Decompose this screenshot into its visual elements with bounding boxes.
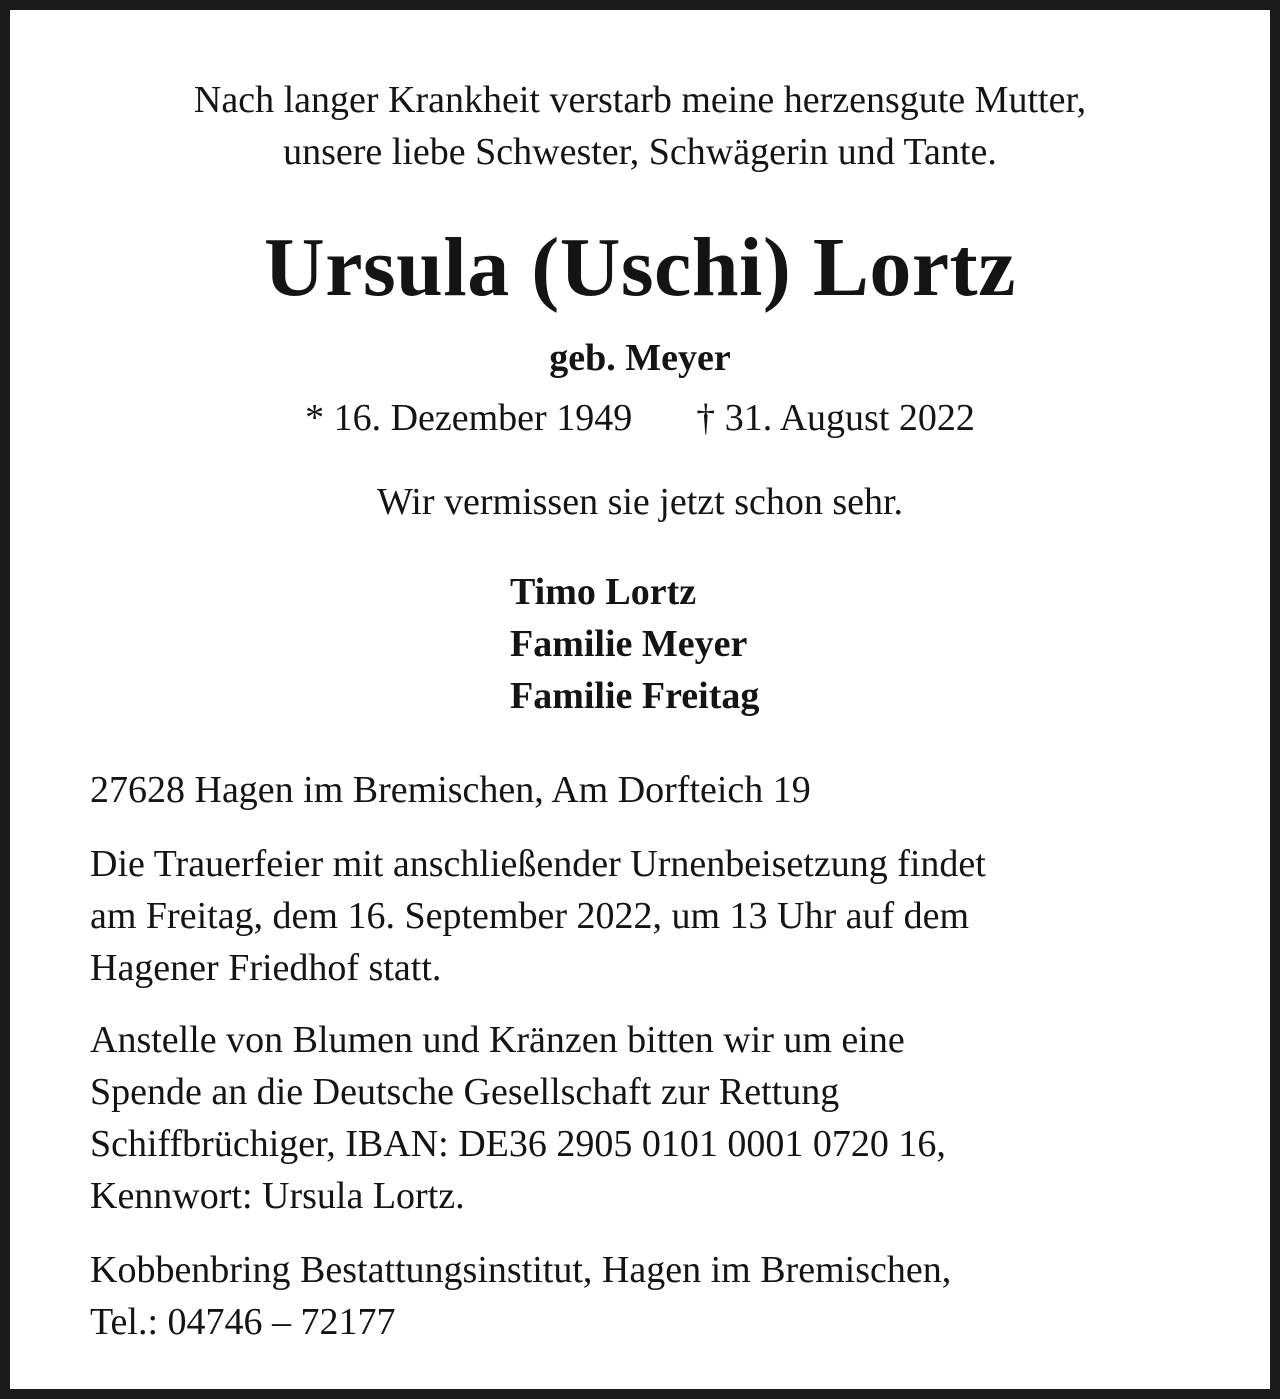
donation-line: Schiffbrüchiger, IBAN: DE36 2905 0101 0001 0720 16,: [90, 1123, 946, 1165]
mourner-name: Familie Freitag: [510, 675, 760, 717]
intro-line-1: Nach langer Krankheit verstarb meine herzensgute Mutter,: [193, 79, 1087, 121]
ceremony-line: Die Trauerfeier mit anschließender Urnenbeisetzung findet: [90, 843, 986, 885]
donation-info: [90, 1014, 1220, 1222]
farewell-message: Wir vermissen sie jetzt schon sehr.: [376, 481, 904, 523]
funeral-home-phone: Tel.: 04746 – 72177: [90, 1301, 396, 1343]
donation-line: Anstelle von Blumen und Kränzen bitten wir um eine: [90, 1019, 905, 1061]
death-date: † 31. August 2022: [696, 397, 975, 439]
donation-line: Kennwort: Ursula Lortz.: [90, 1175, 465, 1217]
born-name: geb. Meyer: [549, 337, 731, 379]
mourner-name: Familie Meyer: [510, 623, 748, 665]
deceased-name: Ursula (Uschi) Lortz: [264, 221, 1016, 314]
mourners-list: [510, 566, 759, 722]
ceremony-line: am Freitag, dem 16. September 2022, um 13 Uhr auf dem: [90, 895, 970, 937]
life-dates: [10, 394, 1270, 442]
funeral-home-line: Kobbenbring Bestattungsinstitut, Hagen im Bremischen,: [90, 1249, 952, 1291]
intro-text: [10, 74, 1270, 178]
birth-date: * 16. Dezember 1949: [305, 397, 633, 439]
mourner-name: Timo Lortz: [510, 571, 697, 613]
ceremony-line: Hagener Friedhof statt.: [90, 947, 442, 989]
address: 27628 Hagen im Bremischen, Am Dorfteich 19: [90, 769, 811, 811]
intro-line-2: unsere liebe Schwester, Schwägerin und Tante.: [283, 131, 997, 173]
funeral-home-info: [90, 1244, 1220, 1348]
donation-line: Spende an die Deutsche Gesellschaft zur Rettung: [90, 1071, 840, 1113]
ceremony-info: [90, 838, 1220, 994]
